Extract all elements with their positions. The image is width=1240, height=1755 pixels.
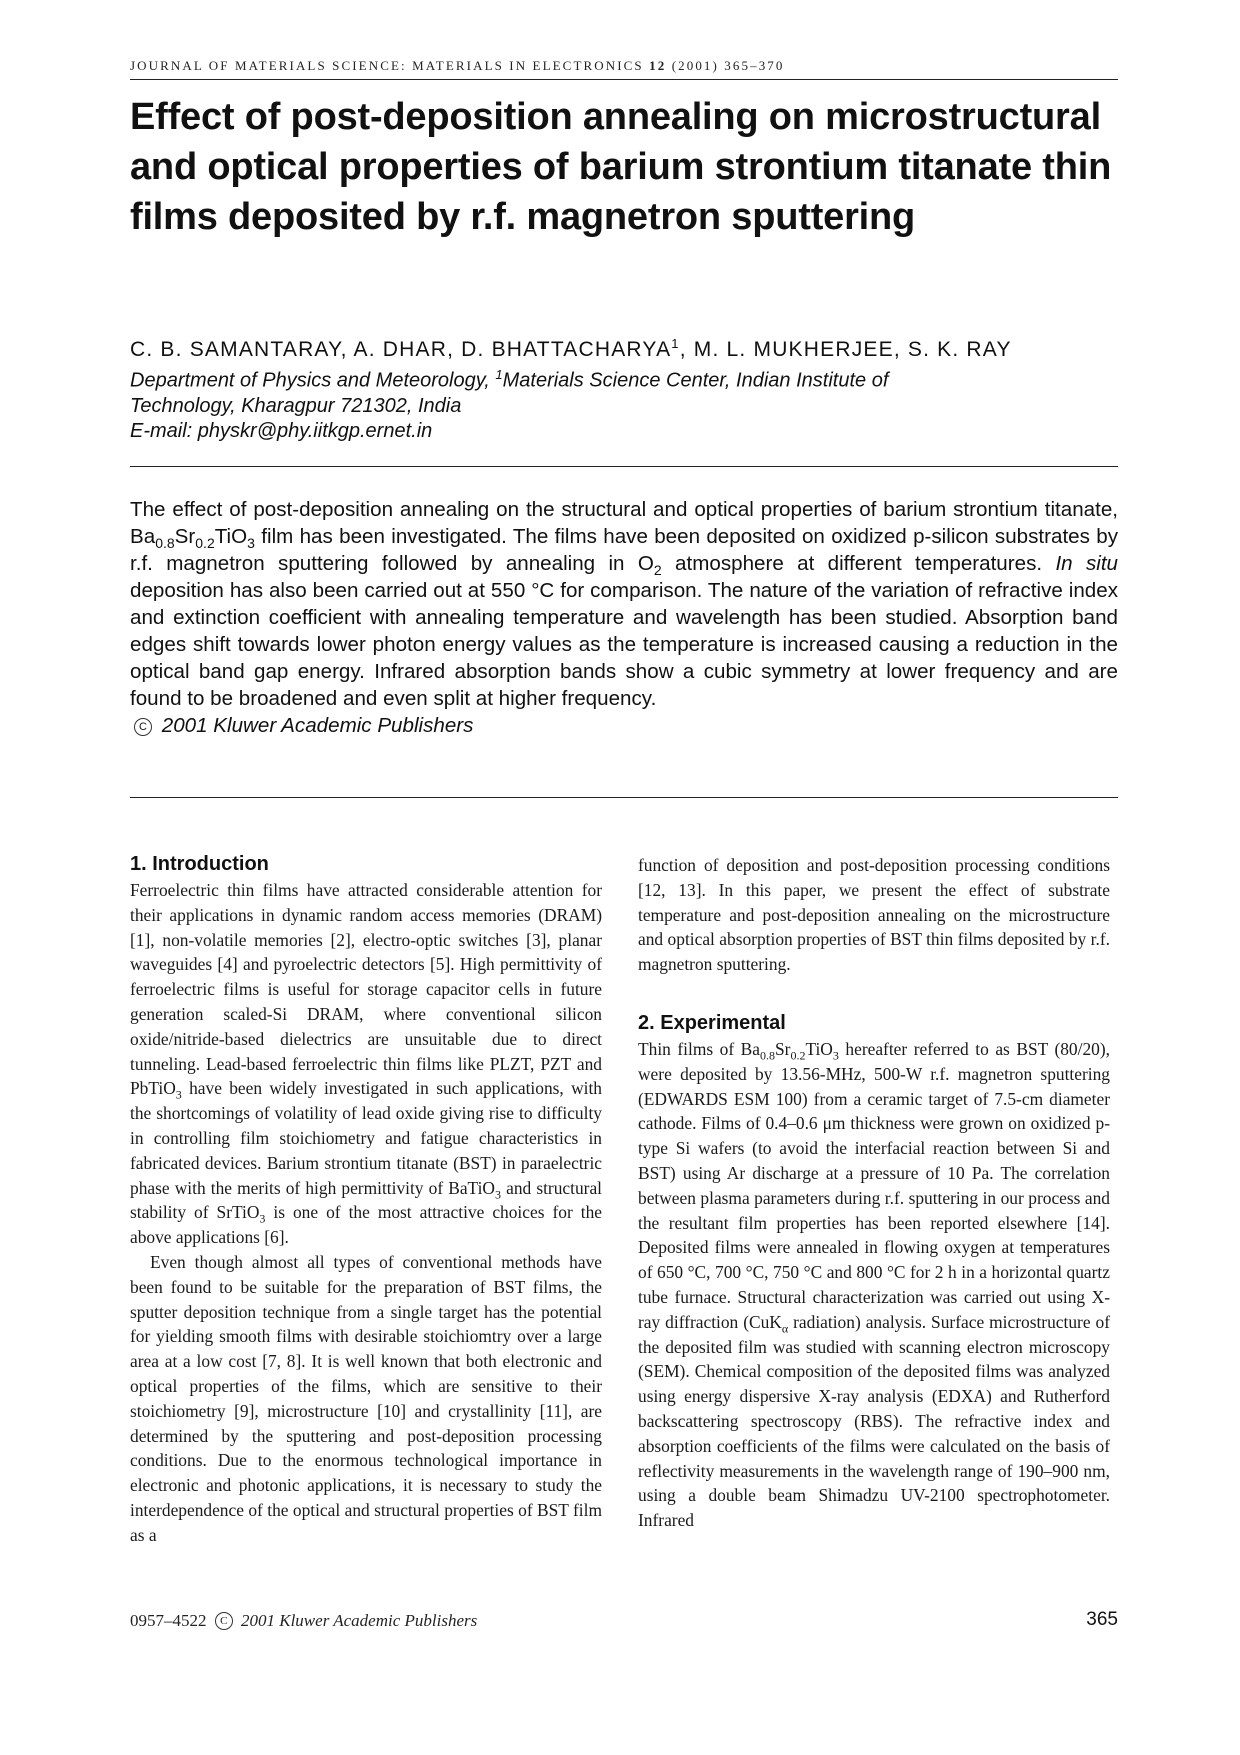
authors-part-2: , M. L. MUKHERJEE, S. K. RAY (679, 338, 1012, 361)
intro-sub-a: 3 (175, 1087, 182, 1102)
affiliation-block (130, 362, 1118, 444)
exp-sub-1: 0.8 (760, 1048, 775, 1063)
experimental-paragraph (638, 1037, 1110, 1533)
intro-paragraph-2: Even though almost all types of conventional methods have been found to be suitable for the preparation of BST films, the sputter deposition technique from a single target has the potential for yielding smooth films with desirable stoichiomtry over a large area at a low cost [7, 8]. It is well known that both electronic and optical properties of the films, which are sensitive to their stoichiometry [9], microstructure [10] and crystallinity [11], are determined by the sputtering and post-deposition processing conditions. Due to the enormous technological importance in electronic and photonic applications, it is necessary to study the interdependence of the optical and structural properties of BST film as a (130, 1251, 602, 1545)
exp-text-b: Sr (775, 1038, 791, 1059)
exp-sub-4: α (781, 1321, 789, 1336)
page-number: 365 (1086, 1609, 1118, 1630)
issn-number: 0957–4522 (130, 1611, 207, 1630)
article-title: Effect of post-deposition annealing on microstructural and optical properties of barium strontium titanate thin films deposited by r.f. magnetron sputtering (130, 96, 1112, 238)
affiliation-center: Materials Science Center, Indian Institute of (502, 369, 889, 392)
abstract-text-6: deposition has also been carried out at 550 °C for comparison. The nature of the variation of refractive index and extinction coefficient with annealing temperature and wavelength has been studied. Absorption band edges shift towards lower photon energy values as the temperature is increased causing a reduction in the optical band gap energy. Infrared absorption bands show a cubic symmetry at lower frequency and are found to be broadened and even split at higher frequency. (130, 579, 1118, 710)
abstract-text-2: Sr (174, 525, 196, 548)
header-rule (130, 79, 1118, 80)
affiliation-mark: 1 (495, 367, 503, 382)
abstract-sub-2: 0.2 (195, 535, 215, 552)
intro-sub-b: 3 (494, 1187, 501, 1202)
abstract-italic: In situ (1055, 552, 1119, 575)
intro-p1-a: Ferroelectric thin films have attracted considerable attention for their applications in dynamic random access memories (DRAM) [1], non-volatile memories [2], electro-optic switches [3], planar waveguides [4] and pyroelectric detectors [5]. High permittivity of ferroelectric films is useful for storage capacitor cells in future generation scaled-Si DRAM, where conventional silicon oxide/nitride-based dielectrics are unsuitable due to direct tunneling. Lead-based ferroelectric thin films like PLZT, PZT and PbTiO (130, 880, 602, 1099)
exp-sub-2: 0.2 (790, 1048, 806, 1063)
copyright-icon: C (134, 718, 152, 736)
exp-sub-3: 3 (832, 1048, 839, 1063)
affiliation-line-1 (130, 362, 1118, 394)
abstract-text-3: TiO (214, 525, 248, 548)
affiliation-line-2: Technology, Kharagpur 721302, India (130, 394, 462, 417)
abstract-text-1: The effect of post-deposition annealing on the structural and optical properties of barium strontium titanate, Ba (130, 498, 1118, 548)
intro-p1-d: is one of the most attractive choices for the above applications [6]. (130, 1202, 602, 1248)
abstract-text-5: atmosphere at different temperatures. (661, 552, 1056, 575)
abstract-copyright (130, 712, 1118, 739)
intro-sub-c: 3 (259, 1211, 266, 1226)
intro-heading: 1. Introduction (130, 853, 269, 875)
abstract-bottom-rule (130, 797, 1118, 798)
journal-year-pages: (2001) 365–370 (671, 58, 785, 73)
abstract-sub-3: 3 (247, 535, 255, 552)
exp-text-d: hereafter referred to as BST (80/20), were deposited by 13.56-MHz, 500-W r.f. magnetron sputtering (EDWARDS ESM 100) from a ceramic target of 7.5-cm diameter cathode. Films of 0.4–0.6 μm thickness were grown on oxidized p-type Si wafers (to avoid the interfacial reaction between Si and BST) using Ar discharge at a pressure of 10 Pa. The correlation between plasma parameters during r.f. sputtering in our process and the resultant film properties has been reported elsewhere [14]. Deposited films were annealed in flowing oxygen at temperatures of 650 °C, 700 °C, 750 °C and 800 °C for 2 h in a horizontal quartz tube furnace. Structural characterization was carried out using X-ray diffraction (CuK (638, 1038, 1110, 1332)
exp-text-c: TiO (805, 1038, 833, 1059)
intro-p1-c: and structural stability of SrTiO (130, 1177, 603, 1223)
author-list (130, 336, 1118, 362)
left-column (130, 852, 602, 1548)
abstract (130, 496, 1118, 739)
abstract-copyright-text: 2001 Kluwer Academic Publishers (161, 714, 474, 737)
authors-part-1: C. B. SAMANTARAY, A. DHAR, D. BHATTACHARYA (130, 338, 672, 361)
exp-text-a: Thin films of Ba (638, 1038, 760, 1059)
affiliation-dept: Department of Physics and Meteorology, (130, 369, 490, 392)
abstract-text-4: film has been investigated. The films have been deposited on oxidized p-silicon substrates by r.f. magnetron sputtering followed by annealing in O (130, 525, 1118, 575)
section-spacer (638, 977, 1110, 1011)
author-affiliation-mark: 1 (671, 336, 680, 351)
abstract-sub-1: 0.8 (155, 535, 175, 552)
journal-volume: 12 (649, 58, 667, 73)
abstract-top-rule (130, 466, 1118, 467)
journal-name: JOURNAL OF MATERIALS SCIENCE: MATERIALS IN ELECTRONICS (130, 58, 644, 73)
intro-paragraph-2-continued: function of deposition and post-deposition processing conditions [12, 13]. In this paper, we present the effect of substrate temperature and post-deposition annealing on the microstructure and optical absorption properties of BST thin films deposited by r.f. magnetron sputtering. (638, 855, 1110, 975)
footer-copyright-icon: C (215, 1612, 233, 1630)
footer-issn (130, 1611, 477, 1631)
footer-copyright-text: 2001 Kluwer Academic Publishers (241, 1611, 478, 1630)
intro-p1-b: have been widely investigated in such applications, with the shortcomings of volatility of lead oxide giving rise to difficulty in controlling film stoichiometry and fatigue characteristics in fabricated devices. Barium strontium titanate (BST) in paraelectric phase with the merits of high permittivity of BaTiO (130, 1078, 602, 1198)
author-email: E-mail: physkr@phy.iitkgp.ernet.in (130, 419, 433, 442)
exp-text-e: radiation) analysis. Surface microstructure of the deposited film was studied with scanning electron microscopy (SEM). Chemical composition of the deposited films was analyzed using energy dispersive X-ray analysis (EDXA) and Rutherford backscattering spectroscopy (RBS). The refractive index and absorption coefficients of the films were calculated on the basis of reflectivity measurements in the wavelength range of 190–900 nm, using a double beam Shimadzu UV-2100 spectrophotometer. Infrared (638, 1311, 1110, 1531)
experimental-heading: 2. Experimental (638, 1011, 786, 1034)
paper-page (130, 0, 1118, 1755)
right-column (638, 853, 1110, 1533)
intro-paragraph-1 (130, 878, 602, 1250)
abstract-sub-4: 2 (653, 562, 662, 579)
journal-header (130, 58, 1118, 74)
